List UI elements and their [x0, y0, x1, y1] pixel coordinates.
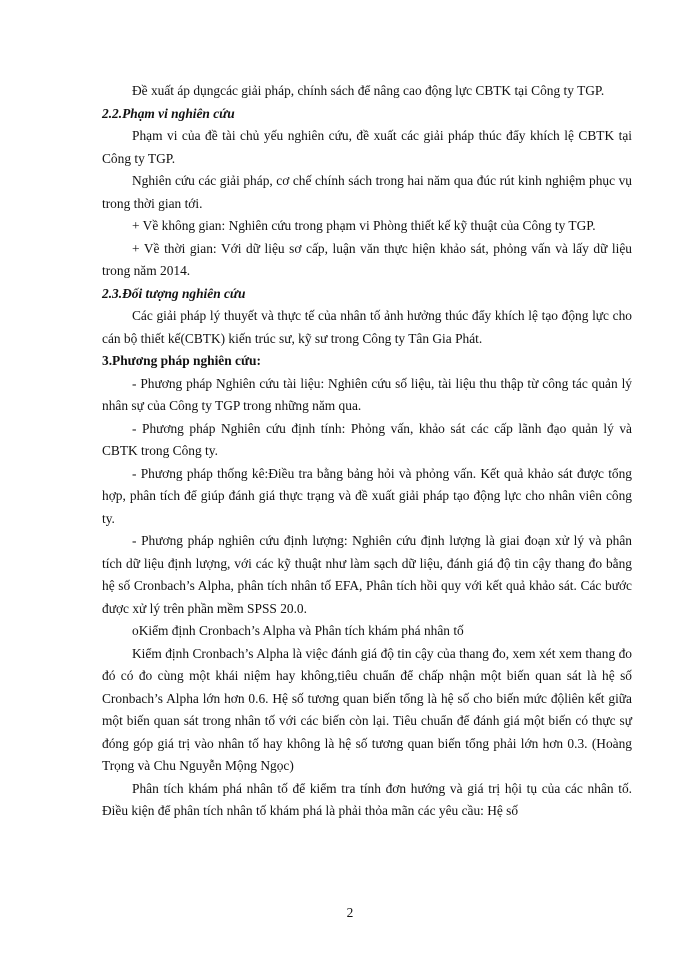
- body-paragraph: Phân tích khám phá nhân tố để kiểm tra tính đơn hướng và giá trị hội tụ của các nhân tố. Điều kiện để phân tích nhân tố khám phá là phải thỏa mãn các yêu cầu: Hệ số: [102, 780, 632, 818]
- body-paragraph: Các giải pháp lý thuyết và thực tế của nhân tố ảnh hưởng thúc đẩy khích lệ tạo động lực cho cán bộ thiết kế(CBTK) kiến trúc sư, kỹ sư trong Công ty Tân Gia Phát.: [102, 308, 632, 346]
- section-heading: 2.3.Đối tượng nghiên cứu: [102, 285, 246, 301]
- page-number: 2: [346, 905, 354, 920]
- body-paragraph: Nghiên cứu các giải pháp, cơ chế chính sách trong hai năm qua đúc rút kinh nghiệm phục vụ trong thời gian tới.: [102, 173, 632, 211]
- body-paragraph: + Về không gian: Nghiên cứu trong phạm vi Phòng thiết kế kỹ thuật của Công ty TGP.: [132, 218, 596, 233]
- page-body: [102, 80, 632, 823]
- body-paragraph: Phạm vi của đề tài chủ yếu nghiên cứu, đề xuất các giải pháp thúc đẩy khích lệ CBTK tại Công ty TGP.: [102, 128, 632, 166]
- body-paragraph: - Phương pháp Nghiên cứu định tính: Phỏng vấn, khảo sát các cấp lãnh đạo quản lý và CBTK trong Công ty.: [102, 420, 632, 458]
- body-paragraph: oKiểm định Cronbach’s Alpha và Phân tích khám phá nhân tố: [132, 623, 464, 638]
- body-paragraph: Kiểm định Cronbach’s Alpha là việc đánh giá độ tin cậy của thang đo, xem xét xem thang đo đó có đo cùng một khái niệm hay không,tiêu chuẩn để chấp nhận một biến quan sát là hệ số Cronbach’s Alpha lớn hơn 0.6. Hệ số tương quan biến tổng là hệ số cho biến mức độliên kết giữa một biến quan sát trong nhân tố với các biến còn lại. Tiêu chuẩn để đánh giá một biến có thực sự đóng góp giá trị vào nhân tố hay không là hệ số tương quan biến tổng phải lớn hơn 0.3. (Hoàng Trọng và Chu Nguyễn Mộng Ngọc): [102, 645, 632, 773]
- body-paragraph: - Phương pháp thống kê:Điều tra bằng bảng hỏi và phỏng vấn. Kết quả khảo sát được tổng hợp, phân tích để giúp đánh giá thực trạng và đề xuất giải pháp tạo động lực cho nhân viên công ty.: [102, 465, 632, 526]
- body-paragraph: Đề xuất áp dụngcác giải pháp, chính sách để nâng cao động lực CBTK tại Công ty TGP.: [132, 83, 605, 98]
- section-heading: 2.2.Phạm vi nghiên cứu: [102, 105, 235, 121]
- body-paragraph: - Phương pháp nghiên cứu định lượng: Nghiên cứu định lượng là giai đoạn xử lý và phân tích dữ liệu định lượng, với các kỹ thuật như làm sạch dữ liệu, đánh giá độ tin cậy thang đo bằng hệ số Cronbach’s Alpha, phân tích nhân tố EFA, Phân tích hồi quy với kết quả khảo sát. Các bước được xử lý trên phần mềm SPSS 20.0.: [102, 533, 632, 616]
- body-paragraph: - Phương pháp Nghiên cứu tài liệu: Nghiên cứu số liệu, tài liệu thu thập từ công tác quản lý nhân sự của Công ty TGP trong những năm qua.: [102, 375, 632, 413]
- section-heading: 3.Phương pháp nghiên cứu:: [102, 353, 261, 368]
- body-paragraph: + Về thời gian: Với dữ liệu sơ cấp, luận văn thực hiện khảo sát, phỏng vấn và lấy dữ liệu trong năm 2014.: [102, 240, 632, 278]
